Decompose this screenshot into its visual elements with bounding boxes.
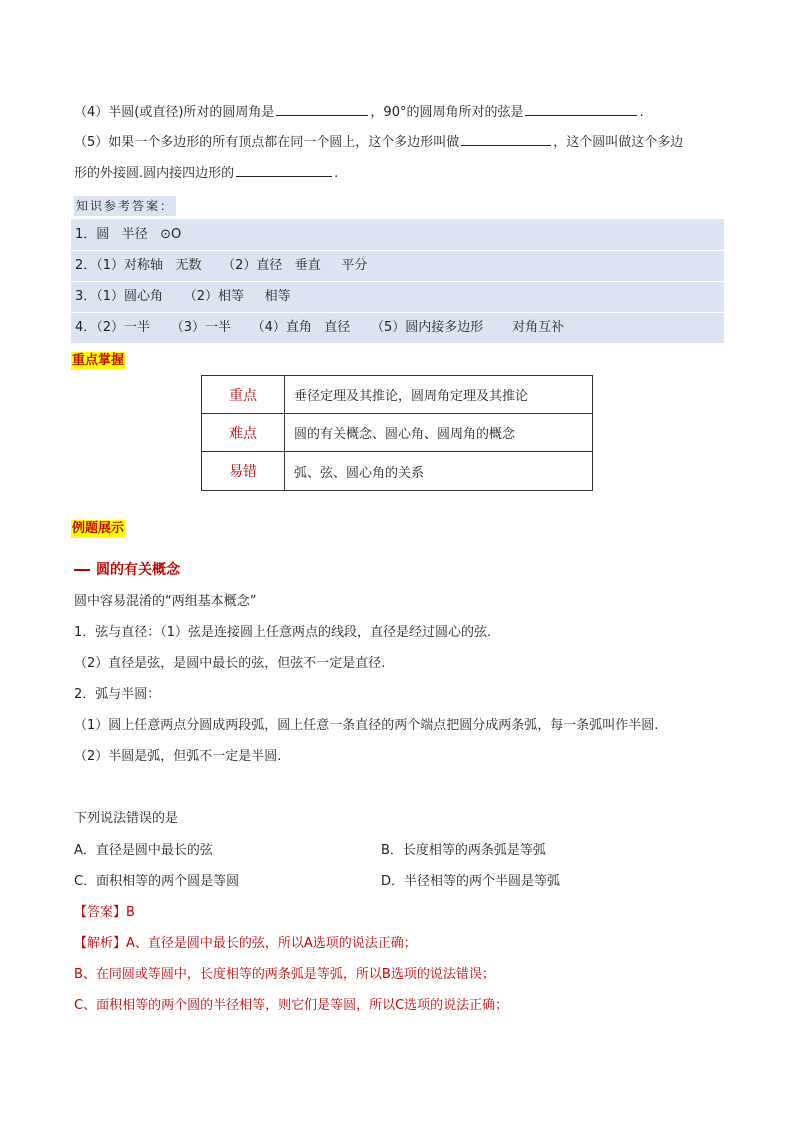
row-content: 圆的有关概念、圆心角、圆周角的概念 [294,427,516,442]
key-points-table [201,375,593,491]
row-content: 弧、弦、圆心角的关系 [294,465,425,481]
answer-row: 4．（2）一半 （3）一半 （4）直角 直径 （5）圆内接多边形 对角互补 [75,320,565,335]
section-title: 圆的有关概念 [74,561,180,579]
analysis-line: 【解析】A、直径是圆中最长的弦，所以A选项的说法正确； [74,936,417,951]
concept-line: 1．弦与直径：（1）弦是连接圆上任意两点的线段，直径是经过圆心的弦. [74,625,492,640]
concept-line: 2．弧与半圆： [74,687,161,702]
option-d: D．半径相等的两个半圆是等弧 [381,874,561,889]
answer-blank[interactable] [276,103,368,116]
concept-line: 圆中容易混淆的“两组基本概念” [74,594,257,609]
answer-row: 1．圆 半径 ⊙O [71,219,724,251]
question-4: （4）半圆(或直径)所对的圆周角是 ，90°的圆周角所对的弦是 . [74,105,644,120]
question-5-line-2: 形的外接圆.圆内接四边形的 . [74,166,339,181]
analysis-line: C、面积相等的两个圆的半径相等，则它们是等圆，所以C选项的说法正确； [74,998,509,1013]
answer-label: 【答案】B [74,905,135,920]
answers-box [71,219,724,343]
table-row [202,414,592,452]
examples-heading: 例题展示 [72,521,125,536]
table-row [202,376,592,414]
question-text: 下列说法错误的是 [74,811,179,826]
answer-row: 2．（1）对称轴 无数 （2）直径 垂直 平分 [71,250,724,282]
dash-mark [74,569,90,571]
option-c: C．面积相等的两个圆是等圆 [74,874,240,889]
table-row [202,452,592,490]
analysis-label: 【解析】 [74,936,127,951]
concept-line: （2）直径是弦，是圆中最长的弦，但弦不一定是直径. [74,656,386,671]
answer-blank[interactable] [525,103,637,116]
row-label: 难点 [202,414,285,451]
answer-row: 3．（1）圆心角 （2）相等 相等 [71,281,724,313]
answer-blank[interactable] [461,133,551,146]
option-a: A．直径是圆中最长的弦 [74,843,213,858]
option-b: B．长度相等的两条弧是等弧 [381,843,546,858]
answer-blank[interactable] [236,164,332,177]
row-label: 重点 [202,376,285,413]
answers-label: 知识参考答案： [74,196,176,216]
row-label: 易错 [202,452,285,490]
concept-line: （1）圆上任意两点分圆成两段弧，圆上任意一条直径的两个端点把圆分成两条弧，每一条弧叫作半圆. [74,718,659,733]
question-5-line-1: （5）如果一个多边形的所有顶点都在同一个圆上，这个多边形叫做 ，这个圆叫做这个多边 [74,135,684,150]
row-content: 垂径定理及其推论，圆周角定理及其推论 [294,389,529,404]
analysis-line: B、在同圆或等圆中，长度相等的两条弧是等弧，所以B选项的说法错误； [74,967,495,982]
key-points-heading: 重点掌握 [72,353,125,368]
concept-line: （2）半圆是弧，但弧不一定是半圆. [74,749,282,764]
